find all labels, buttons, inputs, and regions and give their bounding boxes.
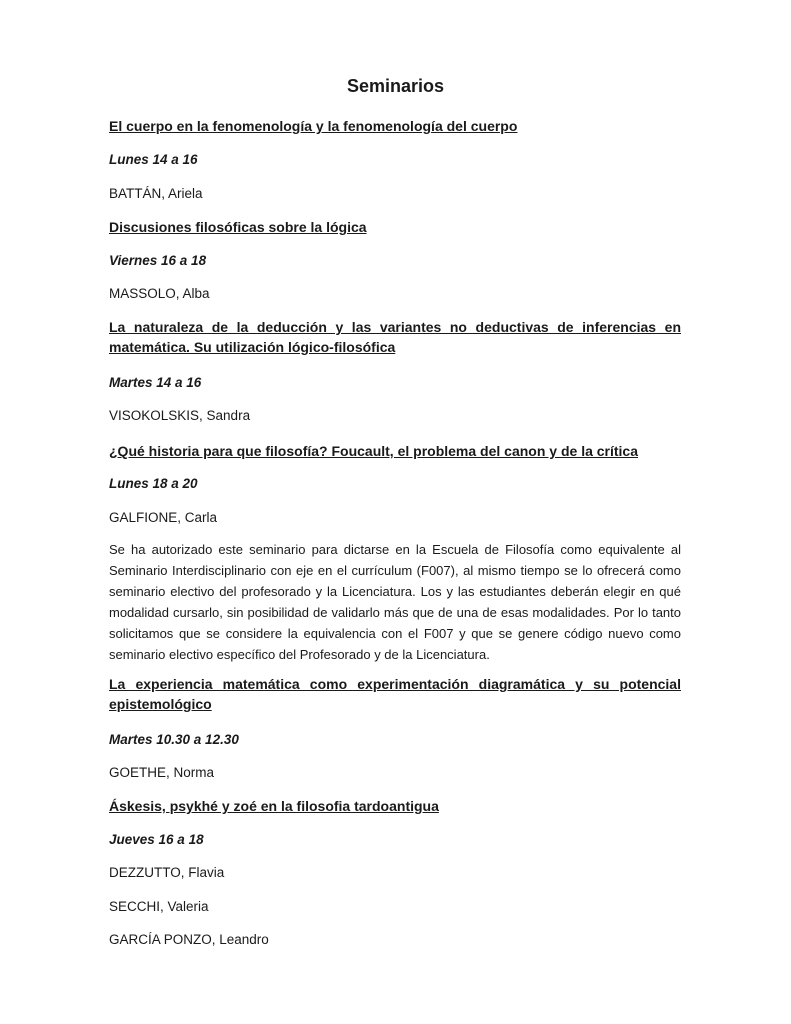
seminar-title: La naturaleza de la deducción y las variantes no deductivas de inferencias en matemática. Su utilización lógico-filosófica — [109, 319, 681, 355]
seminar-professor: DEZZUTTO, Flavia — [109, 865, 225, 880]
seminar-professor: GOETHE, Norma — [109, 765, 215, 780]
seminar-title: El cuerpo en la fenomenología y la fenomenología del cuerpo — [109, 118, 518, 134]
seminar-professor: BATTÁN, Ariela — [109, 186, 203, 201]
seminar-schedule: Martes 10.30 a 12.30 — [109, 732, 239, 747]
seminar-title: La experiencia matemática como experimentación diagramática y su potencial epistemológico — [109, 676, 681, 712]
seminar-professor: GARCÍA PONZO, Leandro — [109, 932, 269, 947]
seminar-note: Se ha autorizado este seminario para dictarse en la Escuela de Filosofía como equivalente al Seminario Interdisciplinario con eje en el currículum (F007), al mismo tiempo se lo ofrecerá como seminario electivo del profesorado y la Licenciatura. Los y las estudiantes deberán elegir en qué modalidad cursarlo, sin posibilidad de validarlo más que de una de esas modalidades. Por lo tanto solicitamos que se considere la equivalencia con el F007 y que se genere código nuevo como seminario electivo específico del Profesorado y de la Licenciatura. — [109, 542, 681, 662]
page-title: Seminarios — [346, 76, 445, 96]
seminar-professor: GALFIONE, Carla — [109, 510, 218, 525]
seminar-title: Discusiones filosóficas sobre la lógica — [109, 219, 367, 235]
seminar-schedule: Lunes 14 a 16 — [109, 152, 198, 167]
seminar-schedule: Viernes 16 a 18 — [109, 253, 207, 268]
seminar-schedule: Jueves 16 a 18 — [109, 832, 204, 847]
seminar-title: Áskesis, psykhé y zoé en la filosofia tardoantigua — [109, 798, 439, 814]
seminar-title: ¿Qué historia para que filosofía? Foucault, el problema del canon y de la crítica — [109, 443, 639, 459]
seminar-professor: VISOKOLSKIS, Sandra — [109, 408, 251, 423]
seminar-schedule: Lunes 18 a 20 — [109, 476, 198, 491]
seminar-schedule: Martes 14 a 16 — [109, 375, 202, 390]
seminar-professor: MASSOLO, Alba — [109, 286, 210, 301]
seminar-professor: SECCHI, Valeria — [109, 899, 209, 914]
